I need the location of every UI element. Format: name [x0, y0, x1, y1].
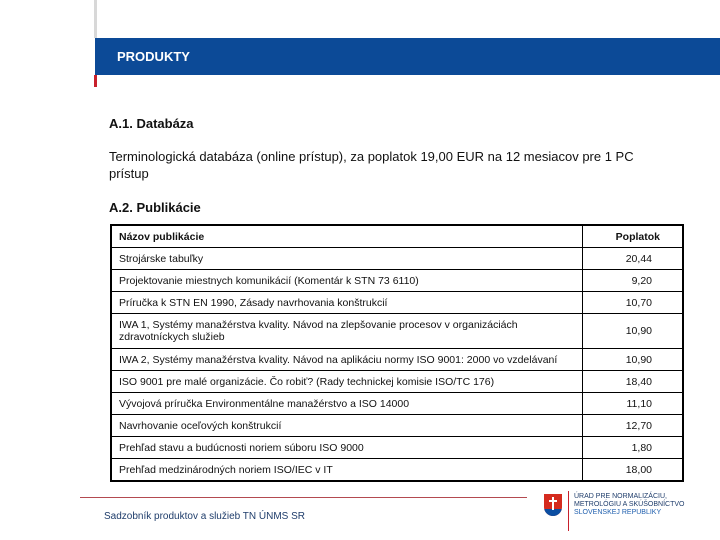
logo-line-1: ÚRAD PRE NORMALIZÁCIU,: [574, 493, 667, 500]
publication-title: IWA 2, Systémy manažérstva kvality. Návod na aplikáciu normy ISO 9001: 2000 vo vzdelávaní: [111, 349, 583, 371]
publication-fee: 18,00: [583, 459, 684, 482]
unms-logo: [544, 491, 714, 531]
logo-line-3: SLOVENSKEJ REPUBLIKY: [574, 509, 662, 516]
publication-title: Strojárske tabuľky: [111, 248, 583, 270]
table-row: [111, 292, 683, 314]
table-row: [111, 248, 683, 270]
header-title: Názov publikácie: [111, 225, 583, 248]
publication-title: Navrhovanie oceľových konštrukcií: [111, 415, 583, 437]
publication-fee: 12,70: [583, 415, 684, 437]
publication-title: IWA 1, Systémy manažérstva kvality. Návod na zlepšovanie procesov v organizáciách zdravotníckych služieb: [111, 314, 583, 349]
footer-text: Sadzobník produktov a služieb TN ÚNMS SR: [104, 511, 306, 522]
publication-title: Vývojová príručka Environmentálne manažérstvo a ISO 14000: [111, 393, 583, 415]
logo-divider: [568, 491, 569, 531]
database-description: Terminologická databáza (online prístup), za poplatok 19,00 EUR na 12 mesiacov pre 1 PC prístup: [109, 149, 634, 181]
footer-divider: [80, 497, 527, 498]
publication-fee: 20,44: [583, 248, 684, 270]
publication-title: Príručka k STN EN 1990, Zásady navrhovania konštrukcií: [111, 292, 583, 314]
heading-publications: A.2. Publikácie: [109, 200, 201, 215]
header-fee: Poplatok: [583, 225, 684, 248]
table-row: [111, 393, 683, 415]
table-row: [111, 270, 683, 292]
publication-title: ISO 9001 pre malé organizácie. Čo robiť? (Rady technickej komisie ISO/TC 176): [111, 371, 583, 393]
logo-line-2: METROLÓGIU A SKÚŠOBNÍCTVO: [574, 501, 685, 508]
vertical-accent-gray: [94, 0, 97, 38]
heading-database: A.1. Databáza: [109, 116, 194, 131]
slovak-coat-of-arms-icon: [544, 494, 562, 516]
publication-fee: 10,90: [583, 314, 684, 349]
table-row: [111, 349, 683, 371]
table-row: [111, 437, 683, 459]
logo-text: [574, 493, 684, 517]
table-row: [111, 314, 683, 349]
table-row: [111, 459, 683, 482]
publication-fee: 18,40: [583, 371, 684, 393]
publication-fee: 10,90: [583, 349, 684, 371]
publication-fee: 11,10: [583, 393, 684, 415]
publication-title: Prehľad stavu a budúcnosti noriem súboru ISO 9000: [111, 437, 583, 459]
table-row: [111, 415, 683, 437]
publication-fee: 9,20: [583, 270, 684, 292]
publication-title: Projektovanie miestnych komunikácií (Komentár k STN 73 6110): [111, 270, 583, 292]
publication-fee: 10,70: [583, 292, 684, 314]
publications-table: [110, 224, 684, 482]
section-banner: PRODUKTY: [95, 38, 720, 75]
table-header-row: [111, 225, 683, 248]
vertical-accent-red: [94, 75, 97, 87]
publication-title: Prehľad medzinárodných noriem ISO/IEC v IT: [111, 459, 583, 482]
publication-fee: 1,80: [583, 437, 684, 459]
table-row: [111, 371, 683, 393]
